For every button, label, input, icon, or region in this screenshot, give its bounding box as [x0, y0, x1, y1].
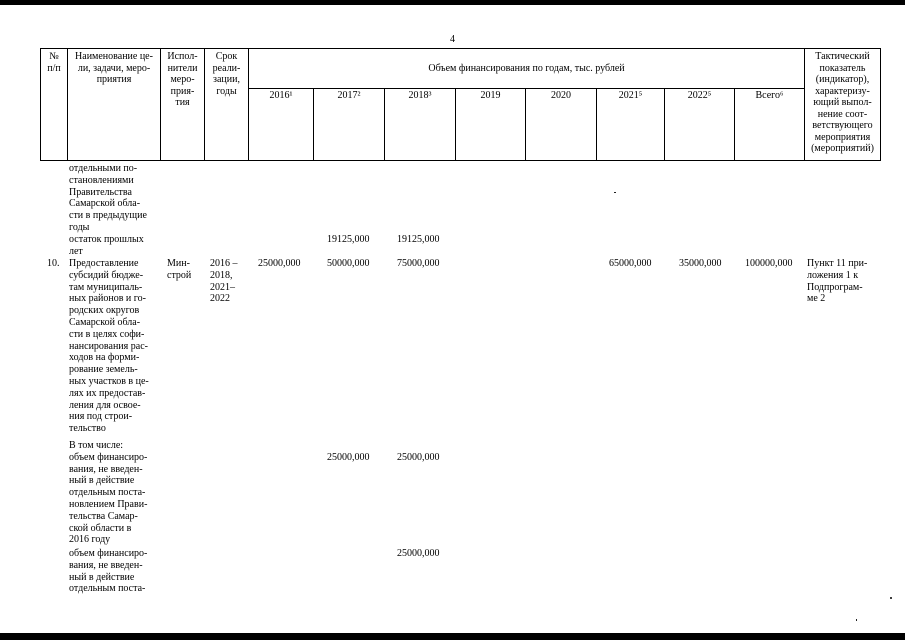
bottom-border: [0, 633, 905, 640]
header-name: [68, 51, 160, 86]
sub1-2017: 25000,000: [327, 452, 370, 463]
row10-name: [69, 258, 149, 435]
header-executor-line: нители: [167, 62, 198, 74]
header-term-line: реали-: [212, 62, 241, 74]
text-line: годы: [69, 221, 90, 233]
header-num-line: п/п: [47, 62, 61, 74]
header-num-line: №: [49, 51, 59, 62]
text-line: остаток прошлых: [69, 234, 144, 245]
grid-line: [880, 48, 881, 160]
header-indicator-line: (индикатор),: [815, 74, 870, 85]
header-indicator: [805, 51, 880, 155]
text-line: лях их предостав-: [69, 387, 146, 399]
text-line: Самарской обла-: [69, 316, 141, 328]
header-term-line: Срок: [215, 51, 238, 62]
header-indicator-line: характеризу-: [815, 85, 870, 97]
header-indicator-line: мероприятия: [814, 131, 871, 143]
text-line: Правительства: [69, 186, 132, 198]
header-indicator-line: (мероприятий): [811, 143, 874, 154]
header-term-line: годы: [216, 85, 237, 97]
text-line: становлениями: [69, 174, 134, 186]
text-line: 2022: [210, 293, 230, 305]
text-line: ходов на форми-: [69, 352, 140, 364]
header-executor-line: прия-: [170, 85, 195, 97]
header-name-line: приятия: [96, 74, 132, 85]
text-line: Предоставление: [69, 258, 139, 269]
header-year-2021: 2021⁵: [618, 90, 643, 101]
text-line: ления для освое-: [69, 399, 141, 411]
text-line: объем финансиро-: [69, 548, 148, 559]
header-year-2018: 2018³: [408, 90, 432, 101]
text-line: Самарской обла-: [69, 198, 141, 210]
scan-speck: [856, 619, 857, 621]
text-line: ме 2: [807, 293, 826, 305]
text-line: вания, не введен-: [69, 559, 143, 571]
top-border: [0, 0, 905, 5]
scan-speck: [890, 597, 892, 599]
text-line: ложения 1 к: [807, 269, 859, 281]
text-line: отдельным поста-: [69, 583, 146, 595]
text-line: лет: [69, 245, 83, 257]
remainder-2018: 19125,000: [397, 234, 440, 245]
header-term: [205, 51, 248, 97]
text-line: отдельным поста-: [69, 487, 146, 499]
row10-2018: 75000,000: [397, 258, 440, 269]
text-line: ния под строи-: [69, 411, 133, 423]
text-line: ных районов и го-: [69, 293, 146, 305]
text-line: В том числе:: [69, 440, 124, 451]
sub1-label: [69, 440, 147, 546]
text-line: родских округов: [69, 305, 140, 317]
header-funding: Объем финансирования по годам, тыс. рублей: [428, 63, 625, 74]
text-line: новлением Прави-: [69, 498, 148, 510]
remainder-label: [69, 234, 144, 258]
text-line: Подпрограм-: [807, 281, 863, 293]
text-line: 2016 –: [210, 258, 238, 269]
header-year-2022: 2022⁵: [687, 90, 712, 101]
row10-2022: 35000,000: [679, 258, 722, 269]
text-line: объем финансиро-: [69, 451, 148, 463]
text-line: ный в действие: [69, 571, 135, 583]
header-num: [41, 51, 67, 74]
header-year-total: Всего⁶: [755, 90, 784, 101]
text-line: строй: [167, 269, 192, 281]
text-line: субсидий бюдже-: [69, 269, 144, 281]
continuation-text: [69, 163, 147, 234]
sub2-label: [69, 548, 147, 595]
text-line: сти в целях софи-: [69, 328, 145, 340]
header-indicator-line: Тактический: [815, 51, 870, 62]
header-indicator-line: ющий выпол-: [813, 97, 872, 108]
grid-line: [248, 88, 805, 89]
text-line: 2016 году: [69, 534, 111, 546]
text-line: тельства Самар-: [69, 510, 138, 522]
grid-line: [40, 160, 881, 161]
header-indicator-line: нение соот-: [817, 108, 868, 120]
text-line: тельство: [69, 423, 106, 435]
header-term-line: зации,: [213, 74, 240, 85]
row10-2021: 65000,000: [609, 258, 652, 269]
header-name-line: ли, задачи, меро-: [77, 62, 151, 74]
row10-total: 100000,000: [745, 258, 793, 269]
header-name-line: Наименование це-: [75, 51, 153, 62]
text-line: Мин-: [167, 258, 190, 269]
row10-executor: [167, 258, 191, 282]
remainder-2017: 19125,000: [327, 234, 370, 245]
row10-2016: 25000,000: [258, 258, 301, 269]
header-executor-line: Испол-: [167, 51, 198, 62]
header-year-2017: 2017²: [337, 90, 361, 101]
sub1-2018: 25000,000: [397, 452, 440, 463]
text-line: 2018,: [210, 269, 233, 281]
scan-speck: [614, 192, 616, 193]
header-executor: [161, 51, 204, 109]
header-executor-line: меро-: [170, 74, 195, 85]
header-year-2016: 2016¹: [269, 90, 293, 101]
grid-line: [40, 48, 881, 49]
header-indicator-line: ветствующего: [812, 120, 873, 131]
text-line: отдельными по-: [69, 163, 138, 174]
page-number: 4: [450, 34, 455, 45]
text-line: Пункт 11 при-: [807, 258, 868, 269]
text-line: сти в предыдущие: [69, 210, 147, 222]
row10-2017: 50000,000: [327, 258, 370, 269]
text-line: ных участков в це-: [69, 375, 149, 387]
row10-term: [210, 258, 238, 305]
header-executor-line: тия: [175, 97, 190, 108]
sub2-2018: 25000,000: [397, 548, 440, 559]
row-number: 10.: [47, 258, 60, 269]
text-line: ской области в: [69, 522, 132, 534]
header-year-2019: 2019: [480, 90, 501, 101]
text-line: рование земель-: [69, 364, 138, 376]
row10-indicator: [807, 258, 867, 305]
text-line: нансирования рас-: [69, 340, 148, 352]
text-line: там муниципаль-: [69, 281, 143, 293]
text-line: 2021–: [210, 281, 235, 293]
header-year-2020: 2020: [551, 90, 571, 101]
header-indicator-line: показатель: [819, 62, 866, 74]
text-line: вания, не введен-: [69, 463, 143, 475]
text-line: ный в действие: [69, 475, 135, 487]
